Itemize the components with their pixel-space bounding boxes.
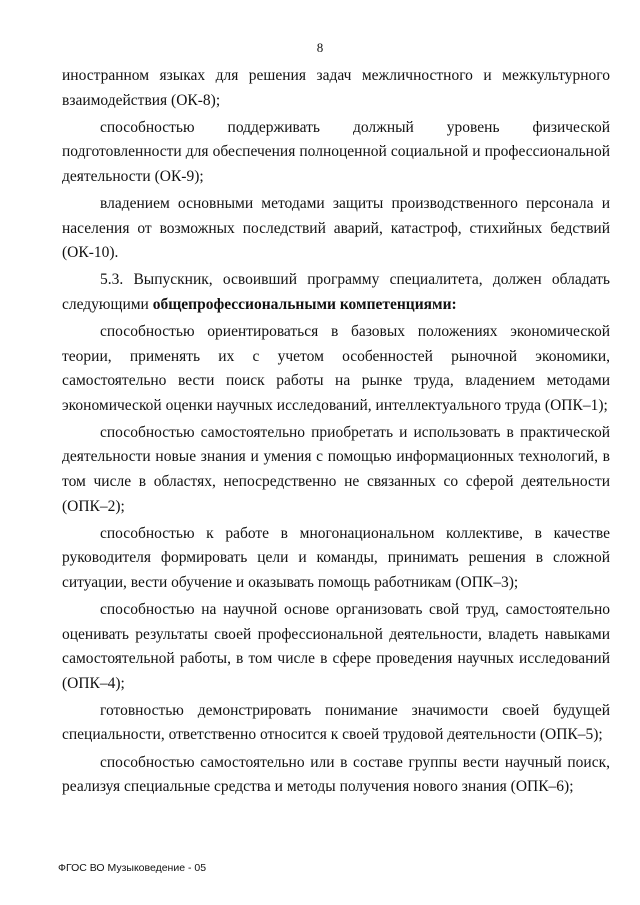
paragraph-opk4: способностью на научной основе организовать свой труд, самостоятельно оценивать результаты своей профессиональной деятельности, владеть навыками самостоятельной работы, в том числе в сфере проведения научных исследований (ОПК–4);	[62, 600, 610, 692]
page-number: 8	[316, 40, 324, 55]
paragraph-opk6: способностью самостоятельно или в составе группы вести научный поиск, реализуя специальные средства и методы получения нового знания (ОПК–6);	[62, 753, 610, 796]
paragraph-opk2: способностью самостоятельно приобретать и использовать в практической деятельности новые знания и умения с помощью информационных технологий, в том числе в областях, непосредственно не связанных со сферой деятельности (ОПК–2);	[62, 423, 610, 515]
paragraph-section-5-3	[62, 268, 610, 317]
page-footer: ФГОС ВО Музыковедение - 05	[58, 862, 207, 874]
paragraph-opk1: способностью ориентироваться в базовых положениях экономической теории, применять их с учетом особенностей рыночной экономики, самостоятельно вести поиск работы на рынке труда, владением методами экономической оценки научных исследований, интеллектуального труда (ОПК–1);	[62, 322, 610, 414]
paragraph-ok8-continuation: иностранном языках для решения задач межличностного и межкультурного взаимодействия (ОК-8);	[62, 67, 610, 109]
paragraph-opk3: способностью к работе в многонациональном коллективе, в качестве руководителя формировать цели и команды, принимать решения в сложной ситуации, вести обучение и оказывать помощь работникам (ОПК–3);	[62, 524, 610, 591]
paragraph-ok9: способностью поддерживать должный уровень физической подготовленности для обеспечения полноценной социальной и профессиональной деятельности (ОК-9);	[62, 118, 610, 185]
document-body	[62, 64, 610, 802]
paragraph-opk5: готовностью демонстрировать понимание значимости своей будущей специальности, ответственно относится к своей трудовой деятельности (ОПК–5);	[62, 701, 610, 744]
paragraph-ok10: владением основными методами защиты производственного персонала и населения от возможных последствий аварий, катастроф, стихийных бедствий (ОК-10).	[62, 194, 610, 262]
section-5-3-heading: общепрофессиональными компетенциями:	[152, 295, 457, 313]
section-5-3-intro: 5.3. Выпускник, освоивший программу специалитета, должен обладать следующими	[62, 271, 610, 313]
